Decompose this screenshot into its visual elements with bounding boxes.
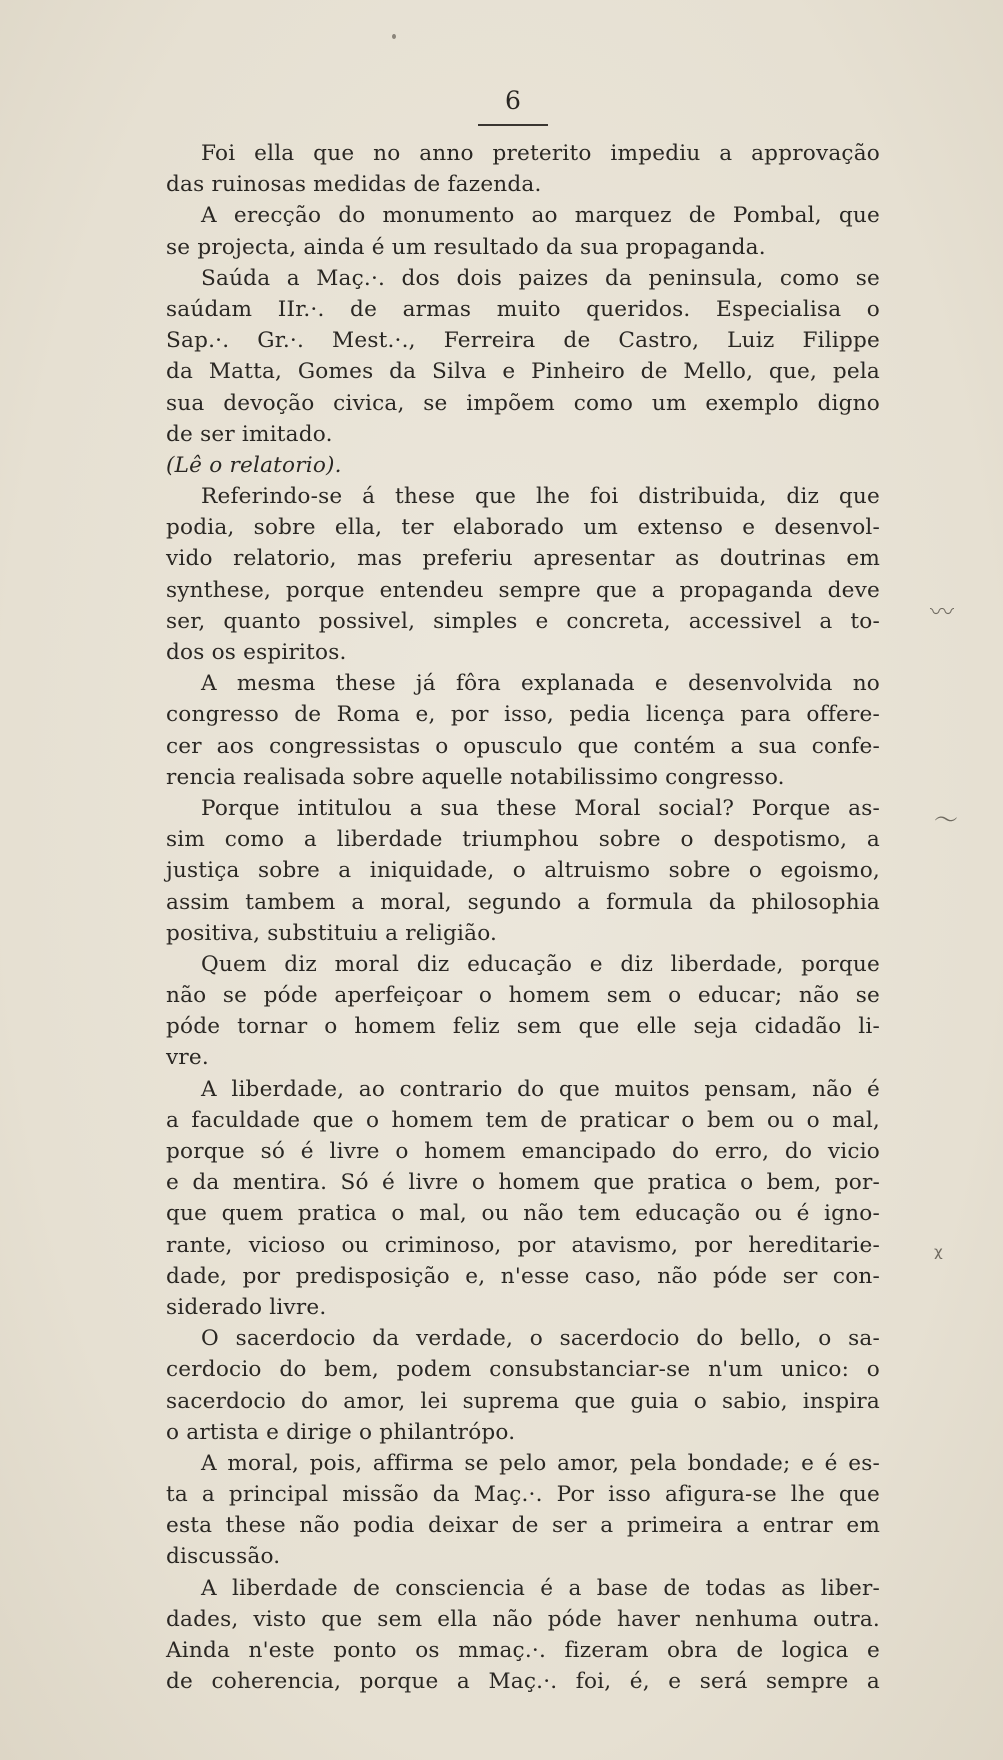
text-line: Porque intitulou a sua these Moral social? Porque as- [201,795,880,821]
text-line: synthese, porque entendeu sempre que a propaganda deve [166,577,880,603]
text-line: saúdam IIr.·. de armas muito queridos. Especialisa o [166,296,880,322]
text-line: esta these não podia deixar de ser a primeira a entrar em [166,1513,880,1539]
text-line: rencia realisada sobre aquelle notabilissimo congresso. [166,764,785,790]
text-line: sacerdocio do amor, lei suprema que guia o sabio, inspira [166,1388,880,1414]
text-line: A liberdade, ao contrario do que muitos pensam, não é [201,1076,880,1102]
text-line: A liberdade de consciencia é a base de todas as liber- [201,1575,880,1601]
text-line: positiva, substituiu a religião. [166,920,498,946]
text-line: cer aos congressistas o opusculo que contém a sua confe- [166,733,880,759]
ink-spot [392,34,396,39]
text-line: Ainda n'este ponto os mmaç.·. fizeram obra de logica e [166,1638,880,1663]
text-line: siderado livre. [166,1294,327,1320]
text-line: vido relatorio, mas preferiu apresentar as doutrinas em [166,546,880,572]
text-line: póde tornar o homem feliz sem que elle seja cidadão li- [166,1014,880,1040]
text-line: assim tambem a moral, segundo a formula da philosophia [166,889,880,915]
text-line: congresso de Roma e, por isso, pedia licença para offere- [166,702,880,728]
text-line: sua devoção civica, se impõem como um exemplo digno [166,390,880,416]
text-line: porque só é livre o homem emancipado do erro, do vicio [166,1139,880,1164]
text-line: Quem diz moral diz educação e diz liberdade, porque [201,951,880,977]
text-line: que quem pratica o mal, ou não tem educação ou é igno- [166,1201,880,1227]
text-line: das ruinosas medidas de fazenda. [166,172,542,198]
text-line: se projecta, ainda é um resultado da sua propaganda. [166,234,766,260]
margin-mark: 〜 [934,806,958,834]
text-line: dos os espiritos. [166,640,347,665]
text-line: Foi ella que no anno preterito impediu a approvação [201,141,880,166]
text-line: (Lê o relatorio). [166,452,342,478]
text-line: Saúda a Maç.·. dos dois paizes da peninsula, como se [201,265,880,291]
text-line: dade, por predisposição e, n'esse caso, não póde ser con- [166,1263,880,1289]
text-line: ta a principal missão da Maç.·. Por isso afigura-se lhe que [166,1482,880,1508]
text-line: não se póde aperfeiçoar o homem sem o educar; não se [166,983,880,1009]
page-number-rule [478,124,548,126]
text-line: ser, quanto possivel, simples e concreta, accessivel a to- [166,608,880,634]
text-line: A erecção do monumento ao marquez de Pombal, que [201,203,880,229]
text-line: a faculdade que o homem tem de praticar o bem ou o mal, [166,1107,880,1133]
text-line: Sap.·. Gr.·. Mest.·., Ferreira de Castro, Luiz Filippe [166,328,880,354]
text-line: A mesma these já fôra explanada e desenvolvida no [201,671,880,697]
text-line: cerdocio do bem, podem consubstanciar-se n'um unico: o [166,1357,880,1383]
text-line: o artista e dirige o philantrópo. [166,1419,516,1445]
text-line: dades, visto que sem ella não póde haver nenhuma outra. [166,1606,880,1632]
body-text [166,138,880,1697]
text-line: da Matta, Gomes da Silva e Pinheiro de Mello, que, pela [166,359,880,385]
text-line: sim como a liberdade triumphou sobre o despotismo, a [166,827,880,853]
text-line: e da mentira. Só é livre o homem que pratica o bem, por- [166,1170,880,1196]
text-line: vre. [166,1045,209,1071]
text-line: rante, vicioso ou criminoso, por atavismo, por hereditarie- [166,1232,880,1258]
margin-mark: ᵡ [934,1242,943,1270]
text-line: justiça sobre a iniquidade, o altruismo sobre o egoismo, [166,858,880,884]
text-line: Referindo-se á these que lhe foi distribuida, diz que [201,484,880,510]
text-line: de coherencia, porque a Maç.·. foi, é, e será sempre a [166,1669,880,1695]
text-line: discussão. [166,1544,281,1570]
text-line: podia, sobre ella, ter elaborado um extenso e desenvol- [166,515,880,541]
page-number: 6 [505,86,521,115]
text-line: A moral, pois, affirma se pelo amor, pela bondade; e é es- [201,1450,880,1476]
margin-mark: 〰 [930,598,954,626]
text-line: de ser imitado. [166,421,333,447]
text-line: O sacerdocio da verdade, o sacerdocio do bello, o sa- [201,1326,880,1352]
